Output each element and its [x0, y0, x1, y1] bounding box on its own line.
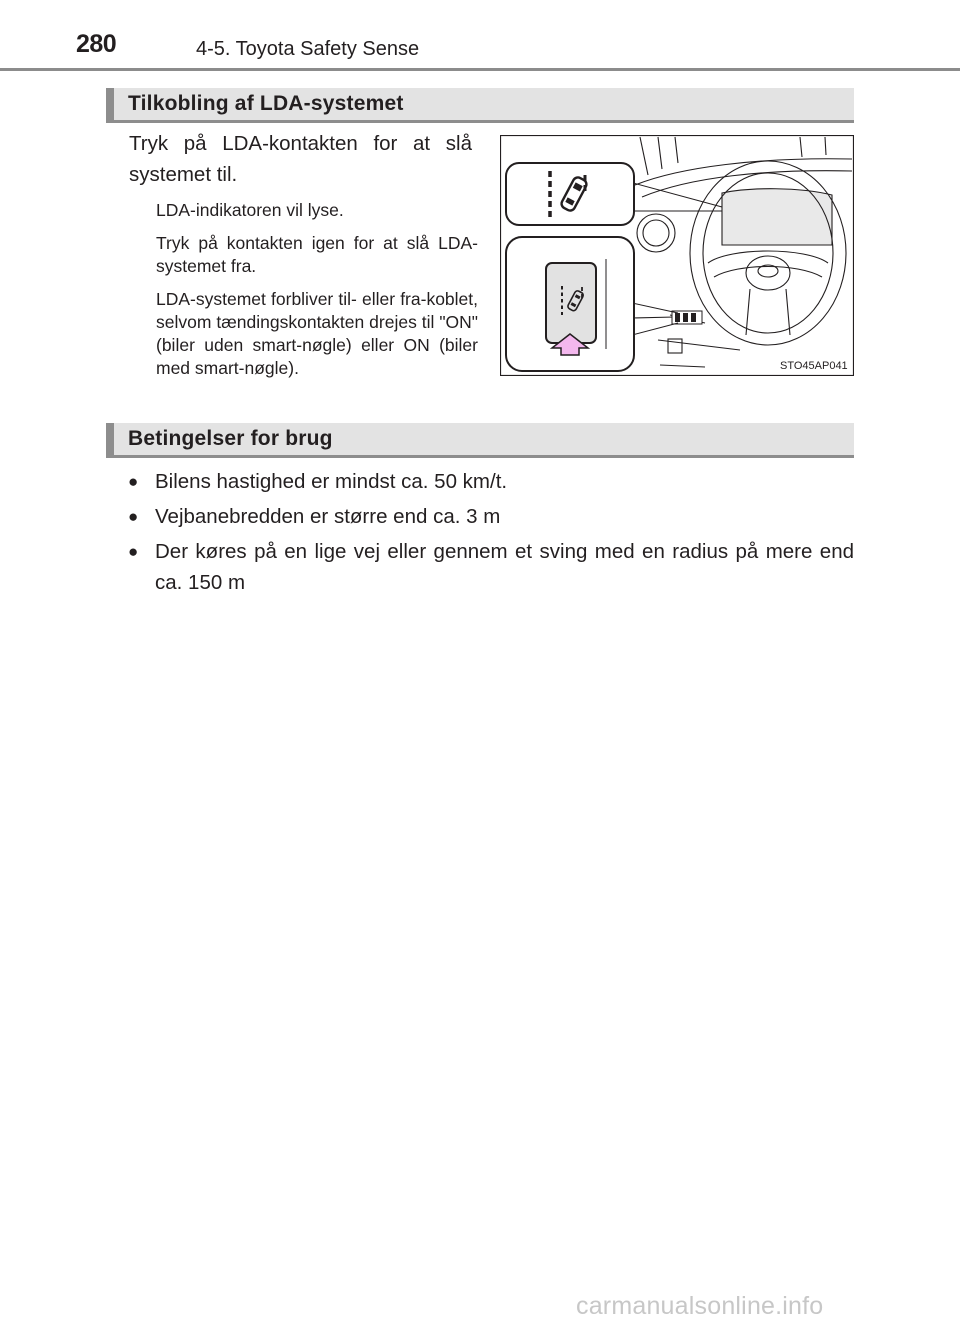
- page-header: [0, 0, 960, 74]
- lda-switch-figure: [500, 135, 854, 376]
- section-title: Betingelser for brug: [128, 427, 333, 450]
- figure-code: STO45AP041: [780, 360, 848, 372]
- condition-text: Der køres på en lige vej eller gennem et sving med en radius på mere end ca. 150 m: [155, 540, 854, 594]
- section-heading-activation: [106, 88, 854, 123]
- section-path: 4-5. Toyota Safety Sense: [196, 38, 420, 60]
- note-indicator: LDA-indikatoren vil lyse.: [156, 200, 344, 220]
- list-item: [128, 536, 854, 598]
- list-item: [128, 466, 854, 497]
- list-item: [128, 501, 854, 532]
- watermark: carmanualsonline.info: [576, 1292, 824, 1320]
- note-switch-off: Tryk på kontakten igen for at slå LDA-systemet fra.: [156, 233, 478, 276]
- bullet-icon: ●: [128, 542, 139, 561]
- section-title: Tilkobling af LDA-systemet: [128, 92, 404, 115]
- intro-paragraph: Tryk på LDA-kontakten for at slå systemet til.: [129, 132, 472, 186]
- page-number: 280: [76, 30, 117, 58]
- header-rule: [0, 68, 960, 71]
- bullet-icon: ●: [128, 472, 139, 491]
- condition-text: Bilens hastighed er mindst ca. 50 km/t.: [155, 470, 508, 493]
- section-heading-conditions: [106, 423, 854, 458]
- note-persistence: LDA-systemet forbliver til- eller fra-koblet, selvom tændingskontakten drejes til "ON" (biler uden smart-nøgle) eller ON (biler med smart-nøgle).: [156, 289, 478, 378]
- bullet-icon: ●: [128, 507, 139, 526]
- condition-text: Vejbanebredden er større end ca. 3 m: [155, 505, 501, 528]
- conditions-list: [128, 466, 854, 602]
